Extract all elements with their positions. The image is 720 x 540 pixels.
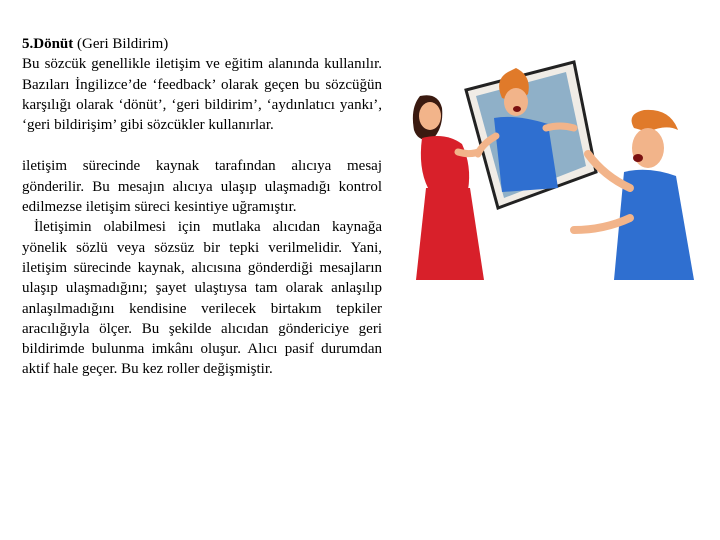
heading-title: 5.Dönüt [22,36,74,52]
text-column [22,34,382,380]
paragraph-definition: Bu sözcük genellikle iletişim ve eğitim alanında kullanılır. Bazıları İngilizce’de ‘feedback’ olarak geçen bu sözcüğün karşılığı olarak ‘dönüt’, ‘geri bildirim’, ‘aydınlatıcı yankı’, ‘geri bildirişim’ gibi sözcükler kullanırlar. [22,56,382,134]
paragraph-feedback: İletişimin olabilmesi için mutlaka alıcıdan kaynağa yönelik sözlü veya sözsüz bir tepki verilmelidir. Yani, iletişim sürecinde kaynak, alıcısına gönderdiği mesajların ulaşıp ulaşmadığını; şayet ulaştıysa tam olarak anlaşılıp anlaşılmadığını kendisine verilecek birtakım tepkiler aracılığıyla ölçer. Bu şekilde alıcıdan göndericiye geri bildirimde bulunma imkânı oluşur. Alıcı pasif durumdan aktif hale geçer. Bu kez roller değişmiştir. [22,219,382,378]
paragraph-gap [22,135,382,156]
paragraph-process: iletişim sürecinde kaynak tarafından alıcıya mesaj gönderilir. Bu mesajın alıcıya ulaşıp ulaşmadığı kontrol edilmezse iletişim süreci kesintiye uğramıştır. [22,158,382,216]
section-heading [22,34,382,54]
heading-subtitle: (Geri Bildirim) [73,36,169,52]
arguing-couple-illustration [398,58,708,280]
